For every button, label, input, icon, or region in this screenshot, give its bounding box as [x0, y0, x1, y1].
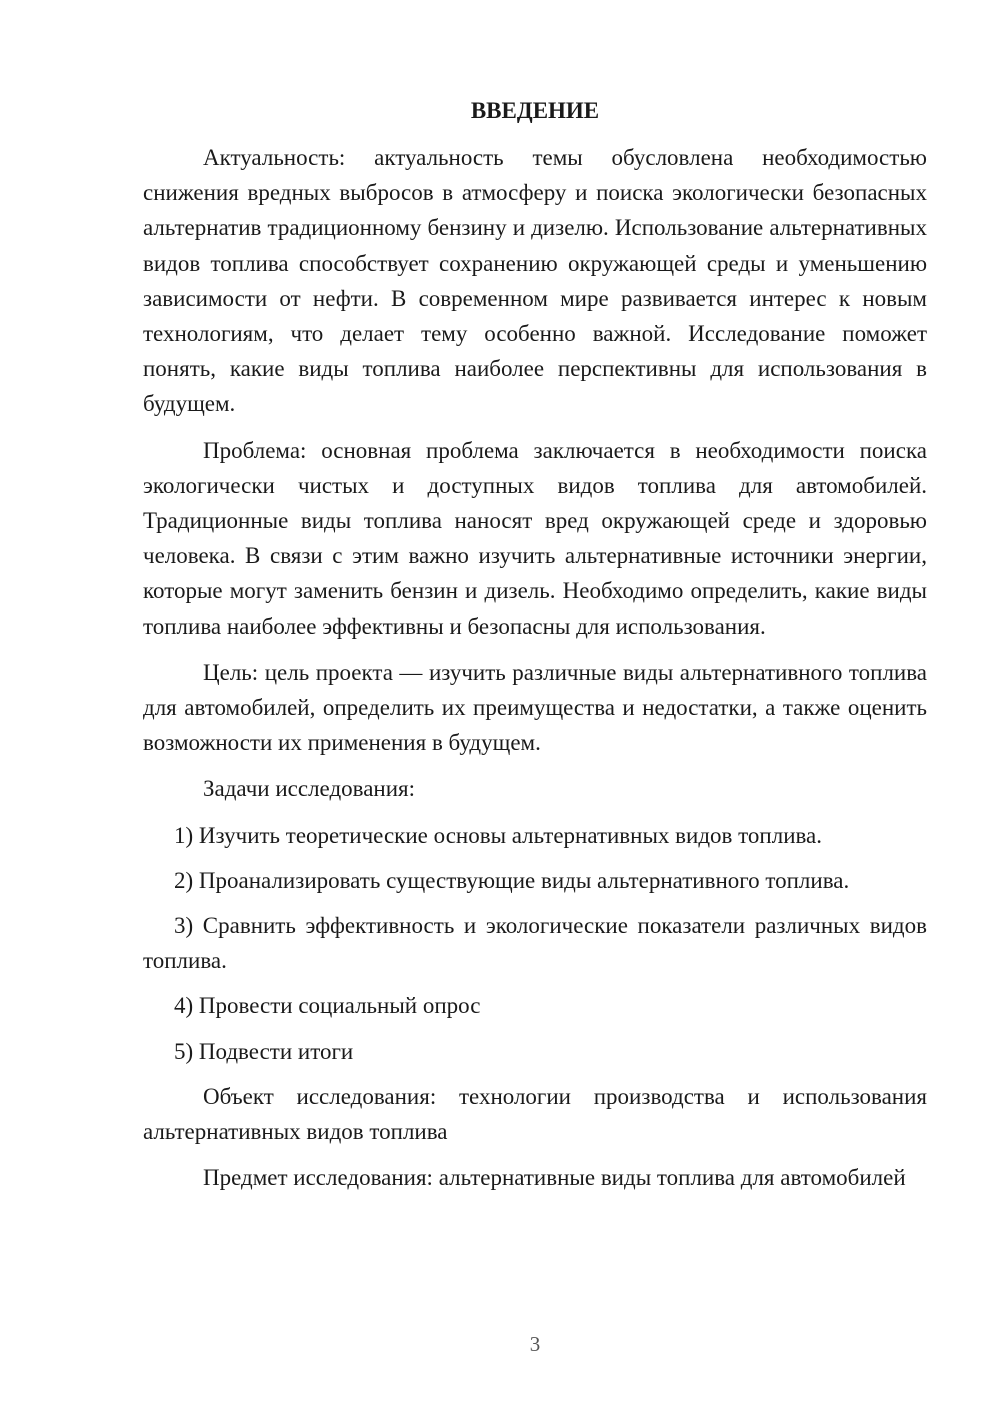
subject-paragraph: Предмет исследования: альтернативные виды топлива для автомобилей	[203, 1165, 906, 1191]
page-number: 3	[529, 1332, 541, 1356]
task-item: 5) Подвести итоги	[174, 1038, 354, 1064]
page-content	[143, 96, 927, 1206]
relevance-paragraph: Актуальность: актуальность темы обусловлена необходимостью снижения вредных выбросов в атмосферу и поиска экологически безопасных альтернатив традиционному бензину и дизелю. Использование альтернативных видов топлива способствует сохранению окружающей среды и уменьшению зависимости от нефти. В современном мире развивается интерес к новым технологиям, что делает тему особенно важной. Исследование поможет понять, какие виды топлива наиболее перспективны для использования в будущем.	[143, 145, 927, 417]
goal-paragraph: Цель: цель проекта — изучить различные виды альтернативного топлива для автомобилей, определить их преимущества и недостатки, а также оценить возможности их применения в будущем.	[143, 659, 927, 756]
task-item: 4) Провести социальный опрос	[174, 993, 481, 1019]
object-paragraph: Объект исследования: технологии производства и использования альтернативных видов топлива	[143, 1083, 927, 1145]
problem-paragraph: Проблема: основная проблема заключается в необходимости поиска экологически чистых и доступных видов топлива для автомобилей. Традиционные виды топлива наносят вред окружающей среде и здоровью человека. В связи с этим важно изучить альтернативные источники энергии, которые могут заменить бензин и дизель. Необходимо определить, какие виды топлива наиболее эффективны и безопасны для использования.	[143, 437, 927, 639]
task-item: 2) Проанализировать существующие виды альтернативного топлива.	[174, 867, 850, 893]
task-item: 3) Сравнить эффективность и экологические показатели различных видов топлива.	[143, 913, 927, 974]
task-item: 1) Изучить теоретические основы альтернативных видов топлива.	[174, 822, 823, 848]
tasks-list	[143, 818, 927, 1069]
section-title: ВВЕДЕНИЕ	[470, 98, 600, 123]
tasks-label: Задачи исследования:	[203, 776, 416, 802]
